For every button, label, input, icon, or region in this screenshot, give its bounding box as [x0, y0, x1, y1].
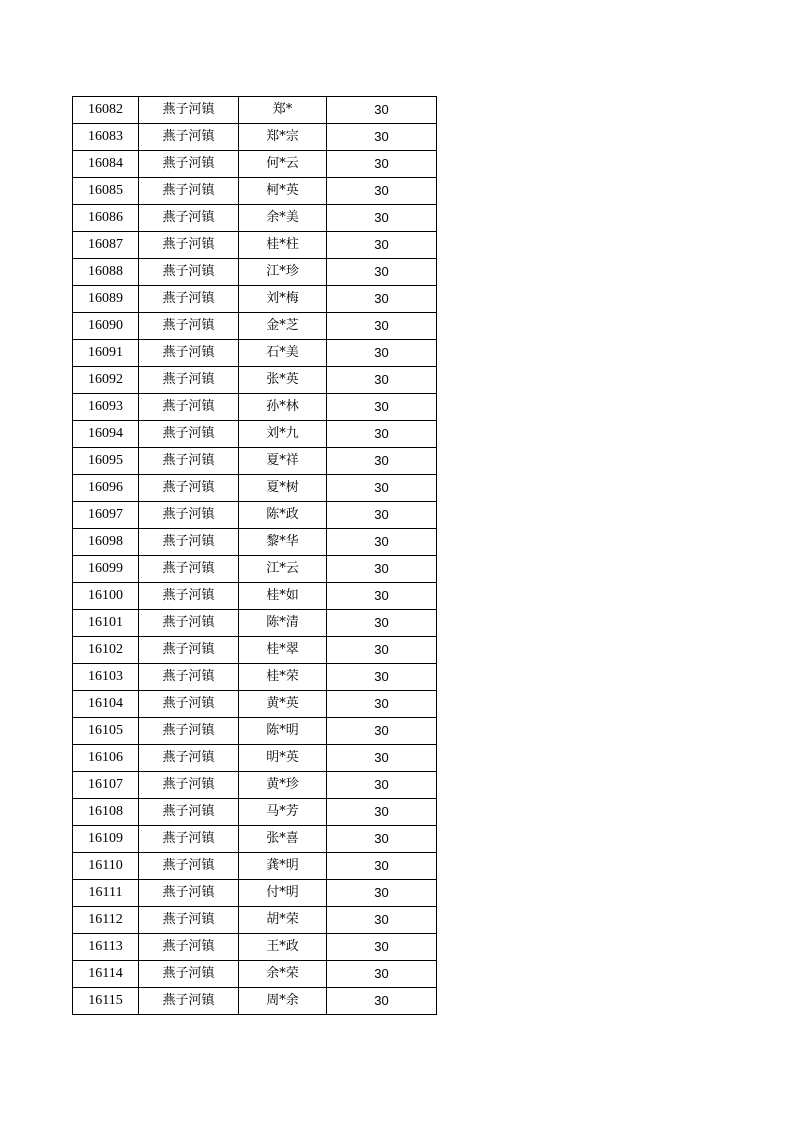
table-row [73, 880, 437, 907]
person-name-cell: 郑*宗 [239, 124, 327, 151]
table-row [73, 961, 437, 988]
table-row [73, 772, 437, 799]
amount-cell: 30 [327, 556, 437, 583]
record-id-cell: 16098 [73, 529, 139, 556]
table-row [73, 610, 437, 637]
town-cell: 燕子河镇 [139, 394, 239, 421]
record-id-cell: 16114 [73, 961, 139, 988]
town-cell: 燕子河镇 [139, 799, 239, 826]
record-id-cell: 16088 [73, 259, 139, 286]
table-row [73, 448, 437, 475]
person-name-cell: 桂*如 [239, 583, 327, 610]
record-id-cell: 16083 [73, 124, 139, 151]
amount-cell: 30 [327, 313, 437, 340]
table-row [73, 583, 437, 610]
record-id-cell: 16097 [73, 502, 139, 529]
record-id-cell: 16100 [73, 583, 139, 610]
table-row [73, 799, 437, 826]
amount-cell: 30 [327, 448, 437, 475]
record-id-cell: 16092 [73, 367, 139, 394]
town-cell: 燕子河镇 [139, 205, 239, 232]
record-id-cell: 16095 [73, 448, 139, 475]
table-row [73, 475, 437, 502]
town-cell: 燕子河镇 [139, 448, 239, 475]
person-name-cell: 金*芝 [239, 313, 327, 340]
record-id-cell: 16087 [73, 232, 139, 259]
amount-cell: 30 [327, 475, 437, 502]
town-cell: 燕子河镇 [139, 124, 239, 151]
amount-cell: 30 [327, 178, 437, 205]
town-cell: 燕子河镇 [139, 340, 239, 367]
table-row [73, 718, 437, 745]
person-name-cell: 江*云 [239, 556, 327, 583]
table-row [73, 853, 437, 880]
table-row [73, 745, 437, 772]
town-cell: 燕子河镇 [139, 664, 239, 691]
town-cell: 燕子河镇 [139, 745, 239, 772]
town-cell: 燕子河镇 [139, 934, 239, 961]
amount-cell: 30 [327, 232, 437, 259]
table-row [73, 502, 437, 529]
person-name-cell: 郑* [239, 97, 327, 124]
person-name-cell: 张*英 [239, 367, 327, 394]
table-row [73, 421, 437, 448]
record-id-cell: 16110 [73, 853, 139, 880]
table-row [73, 259, 437, 286]
record-id-cell: 16105 [73, 718, 139, 745]
person-name-cell: 陈*清 [239, 610, 327, 637]
table-body [73, 97, 437, 1015]
person-name-cell: 余*美 [239, 205, 327, 232]
person-name-cell: 胡*荣 [239, 907, 327, 934]
record-id-cell: 16103 [73, 664, 139, 691]
record-id-cell: 16091 [73, 340, 139, 367]
amount-cell: 30 [327, 394, 437, 421]
town-cell: 燕子河镇 [139, 178, 239, 205]
person-name-cell: 黄*英 [239, 691, 327, 718]
person-name-cell: 黄*珍 [239, 772, 327, 799]
amount-cell: 30 [327, 583, 437, 610]
table-row [73, 232, 437, 259]
amount-cell: 30 [327, 853, 437, 880]
record-id-cell: 16082 [73, 97, 139, 124]
town-cell: 燕子河镇 [139, 583, 239, 610]
person-name-cell: 余*荣 [239, 961, 327, 988]
person-name-cell: 陈*政 [239, 502, 327, 529]
town-cell: 燕子河镇 [139, 475, 239, 502]
record-id-cell: 16086 [73, 205, 139, 232]
amount-cell: 30 [327, 907, 437, 934]
table-row [73, 637, 437, 664]
amount-cell: 30 [327, 421, 437, 448]
amount-cell: 30 [327, 259, 437, 286]
table-row [73, 529, 437, 556]
person-name-cell: 明*英 [239, 745, 327, 772]
person-name-cell: 夏*祥 [239, 448, 327, 475]
table-row [73, 394, 437, 421]
amount-cell: 30 [327, 691, 437, 718]
table-row [73, 691, 437, 718]
table-row [73, 340, 437, 367]
record-id-cell: 16108 [73, 799, 139, 826]
amount-cell: 30 [327, 772, 437, 799]
person-name-cell: 刘*九 [239, 421, 327, 448]
town-cell: 燕子河镇 [139, 97, 239, 124]
record-id-cell: 16090 [73, 313, 139, 340]
person-name-cell: 桂*翠 [239, 637, 327, 664]
amount-cell: 30 [327, 97, 437, 124]
person-name-cell: 张*喜 [239, 826, 327, 853]
amount-cell: 30 [327, 205, 437, 232]
town-cell: 燕子河镇 [139, 232, 239, 259]
amount-cell: 30 [327, 718, 437, 745]
record-id-cell: 16109 [73, 826, 139, 853]
table-row [73, 286, 437, 313]
town-cell: 燕子河镇 [139, 367, 239, 394]
town-cell: 燕子河镇 [139, 313, 239, 340]
town-cell: 燕子河镇 [139, 691, 239, 718]
person-name-cell: 桂*荣 [239, 664, 327, 691]
person-name-cell: 龚*明 [239, 853, 327, 880]
town-cell: 燕子河镇 [139, 421, 239, 448]
data-table [72, 96, 437, 1015]
town-cell: 燕子河镇 [139, 907, 239, 934]
record-id-cell: 16113 [73, 934, 139, 961]
amount-cell: 30 [327, 799, 437, 826]
table-row [73, 934, 437, 961]
record-id-cell: 16089 [73, 286, 139, 313]
person-name-cell: 何*云 [239, 151, 327, 178]
town-cell: 燕子河镇 [139, 529, 239, 556]
record-id-cell: 16104 [73, 691, 139, 718]
amount-cell: 30 [327, 529, 437, 556]
record-id-cell: 16102 [73, 637, 139, 664]
amount-cell: 30 [327, 286, 437, 313]
town-cell: 燕子河镇 [139, 151, 239, 178]
person-name-cell: 石*美 [239, 340, 327, 367]
amount-cell: 30 [327, 745, 437, 772]
table-row [73, 826, 437, 853]
amount-cell: 30 [327, 934, 437, 961]
town-cell: 燕子河镇 [139, 610, 239, 637]
amount-cell: 30 [327, 664, 437, 691]
person-name-cell: 周*余 [239, 988, 327, 1015]
person-name-cell: 江*珍 [239, 259, 327, 286]
person-name-cell: 夏*树 [239, 475, 327, 502]
town-cell: 燕子河镇 [139, 718, 239, 745]
person-name-cell: 刘*梅 [239, 286, 327, 313]
town-cell: 燕子河镇 [139, 637, 239, 664]
amount-cell: 30 [327, 988, 437, 1015]
person-name-cell: 黎*华 [239, 529, 327, 556]
record-id-cell: 16111 [73, 880, 139, 907]
record-id-cell: 16093 [73, 394, 139, 421]
town-cell: 燕子河镇 [139, 286, 239, 313]
table-row [73, 151, 437, 178]
town-cell: 燕子河镇 [139, 988, 239, 1015]
table-row [73, 205, 437, 232]
record-id-cell: 16084 [73, 151, 139, 178]
amount-cell: 30 [327, 961, 437, 988]
table-row [73, 664, 437, 691]
person-name-cell: 马*芳 [239, 799, 327, 826]
town-cell: 燕子河镇 [139, 502, 239, 529]
record-id-cell: 16094 [73, 421, 139, 448]
record-id-cell: 16106 [73, 745, 139, 772]
record-id-cell: 16115 [73, 988, 139, 1015]
person-name-cell: 王*政 [239, 934, 327, 961]
amount-cell: 30 [327, 880, 437, 907]
town-cell: 燕子河镇 [139, 961, 239, 988]
record-id-cell: 16096 [73, 475, 139, 502]
table-row [73, 367, 437, 394]
person-name-cell: 柯*英 [239, 178, 327, 205]
amount-cell: 30 [327, 367, 437, 394]
town-cell: 燕子河镇 [139, 880, 239, 907]
town-cell: 燕子河镇 [139, 259, 239, 286]
table-row [73, 97, 437, 124]
town-cell: 燕子河镇 [139, 853, 239, 880]
amount-cell: 30 [327, 340, 437, 367]
amount-cell: 30 [327, 502, 437, 529]
record-id-cell: 16101 [73, 610, 139, 637]
person-name-cell: 桂*柱 [239, 232, 327, 259]
table-row [73, 556, 437, 583]
town-cell: 燕子河镇 [139, 772, 239, 799]
amount-cell: 30 [327, 637, 437, 664]
table-row [73, 178, 437, 205]
record-id-cell: 16085 [73, 178, 139, 205]
record-id-cell: 16099 [73, 556, 139, 583]
person-name-cell: 孙*林 [239, 394, 327, 421]
amount-cell: 30 [327, 151, 437, 178]
town-cell: 燕子河镇 [139, 826, 239, 853]
record-id-cell: 16112 [73, 907, 139, 934]
table-row [73, 124, 437, 151]
amount-cell: 30 [327, 124, 437, 151]
table-row [73, 988, 437, 1015]
town-cell: 燕子河镇 [139, 556, 239, 583]
record-id-cell: 16107 [73, 772, 139, 799]
person-name-cell: 陈*明 [239, 718, 327, 745]
person-name-cell: 付*明 [239, 880, 327, 907]
table-row [73, 313, 437, 340]
table-row [73, 907, 437, 934]
amount-cell: 30 [327, 826, 437, 853]
amount-cell: 30 [327, 610, 437, 637]
